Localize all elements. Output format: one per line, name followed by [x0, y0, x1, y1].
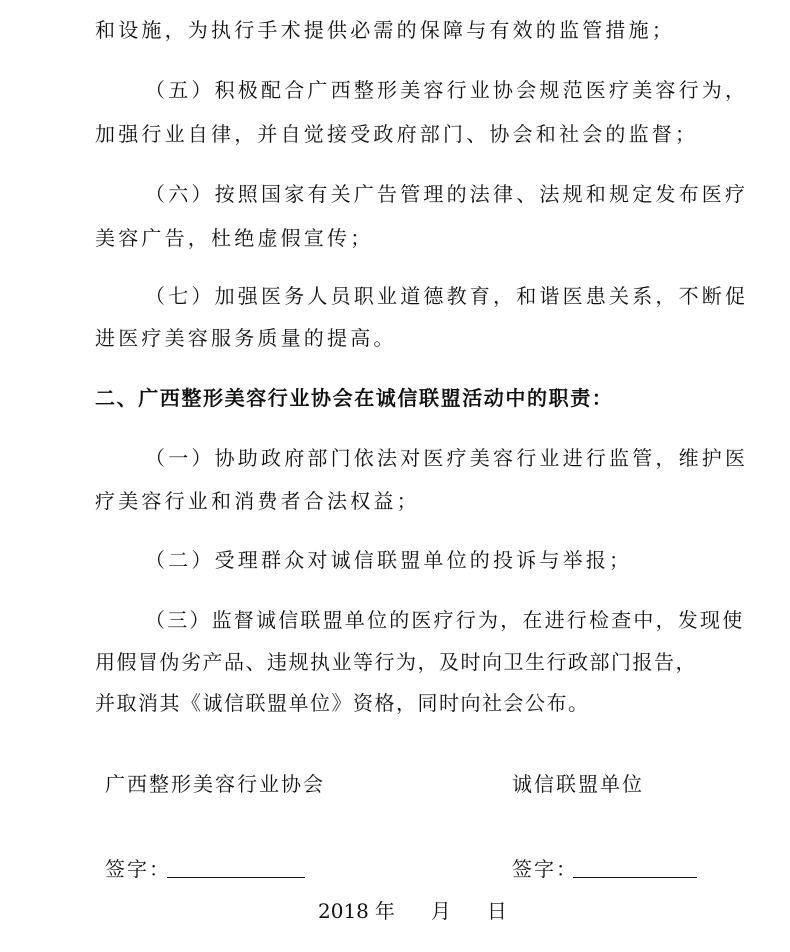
duty-three-line-2: 用假冒伪劣产品、违规执业等行为，及时向卫生行政部门报告，	[95, 650, 697, 674]
item-seven-line-2: 进医疗美容服务质量的提高。	[95, 326, 397, 350]
section-heading: 二、广西整形美容行业协会在诚信联盟活动中的职责：	[95, 386, 614, 410]
date-day-unit: 日	[486, 899, 507, 923]
item-seven-line-1: （七）加强医务人员职业道德教育，和谐医患关系，不断促	[145, 284, 749, 308]
item-five-line-2: 加强行业自律，并自觉接受政府部门、协会和社会的监督；	[95, 122, 699, 146]
left-party-name: 广西整形美容行业协会	[105, 772, 325, 796]
date-month-unit: 月	[430, 899, 451, 923]
duty-one-line-2: 疗美容行业和消费者合法权益；	[95, 489, 420, 513]
right-sign-line	[573, 877, 697, 878]
body-line: 和设施，为执行手术提供必需的保障与有效的监管措施；	[95, 18, 675, 42]
left-sign-line	[167, 877, 305, 878]
item-six-line-1: （六）按照国家有关广告管理的法律、法规和规定发布医疗	[145, 182, 749, 206]
duty-three-line-1: （三）监督诚信联盟单位的医疗行为，在进行检查中，发现使	[145, 608, 745, 632]
date-year: 2018	[318, 899, 369, 923]
duty-one-line-1: （一）协助政府部门依法对医疗美容行业进行监管，维护医	[145, 446, 749, 470]
duty-two-line: （二）受理群众对诚信联盟单位的投诉与举报；	[145, 548, 633, 572]
signing-date	[318, 898, 507, 924]
item-six-line-2: 美容广告，杜绝虚假宣传；	[95, 226, 374, 250]
left-sign-label: 签字：	[105, 857, 171, 881]
right-party-name: 诚信联盟单位	[512, 772, 644, 796]
duty-three-line-3: 并取消其《诚信联盟单位》资格，同时向社会公布。	[95, 691, 590, 715]
item-five-line-1: （五）积极配合广西整形美容行业协会规范医疗美容行为，	[145, 78, 749, 102]
date-year-unit: 年	[374, 899, 395, 923]
right-sign-label: 签字：	[512, 857, 578, 881]
